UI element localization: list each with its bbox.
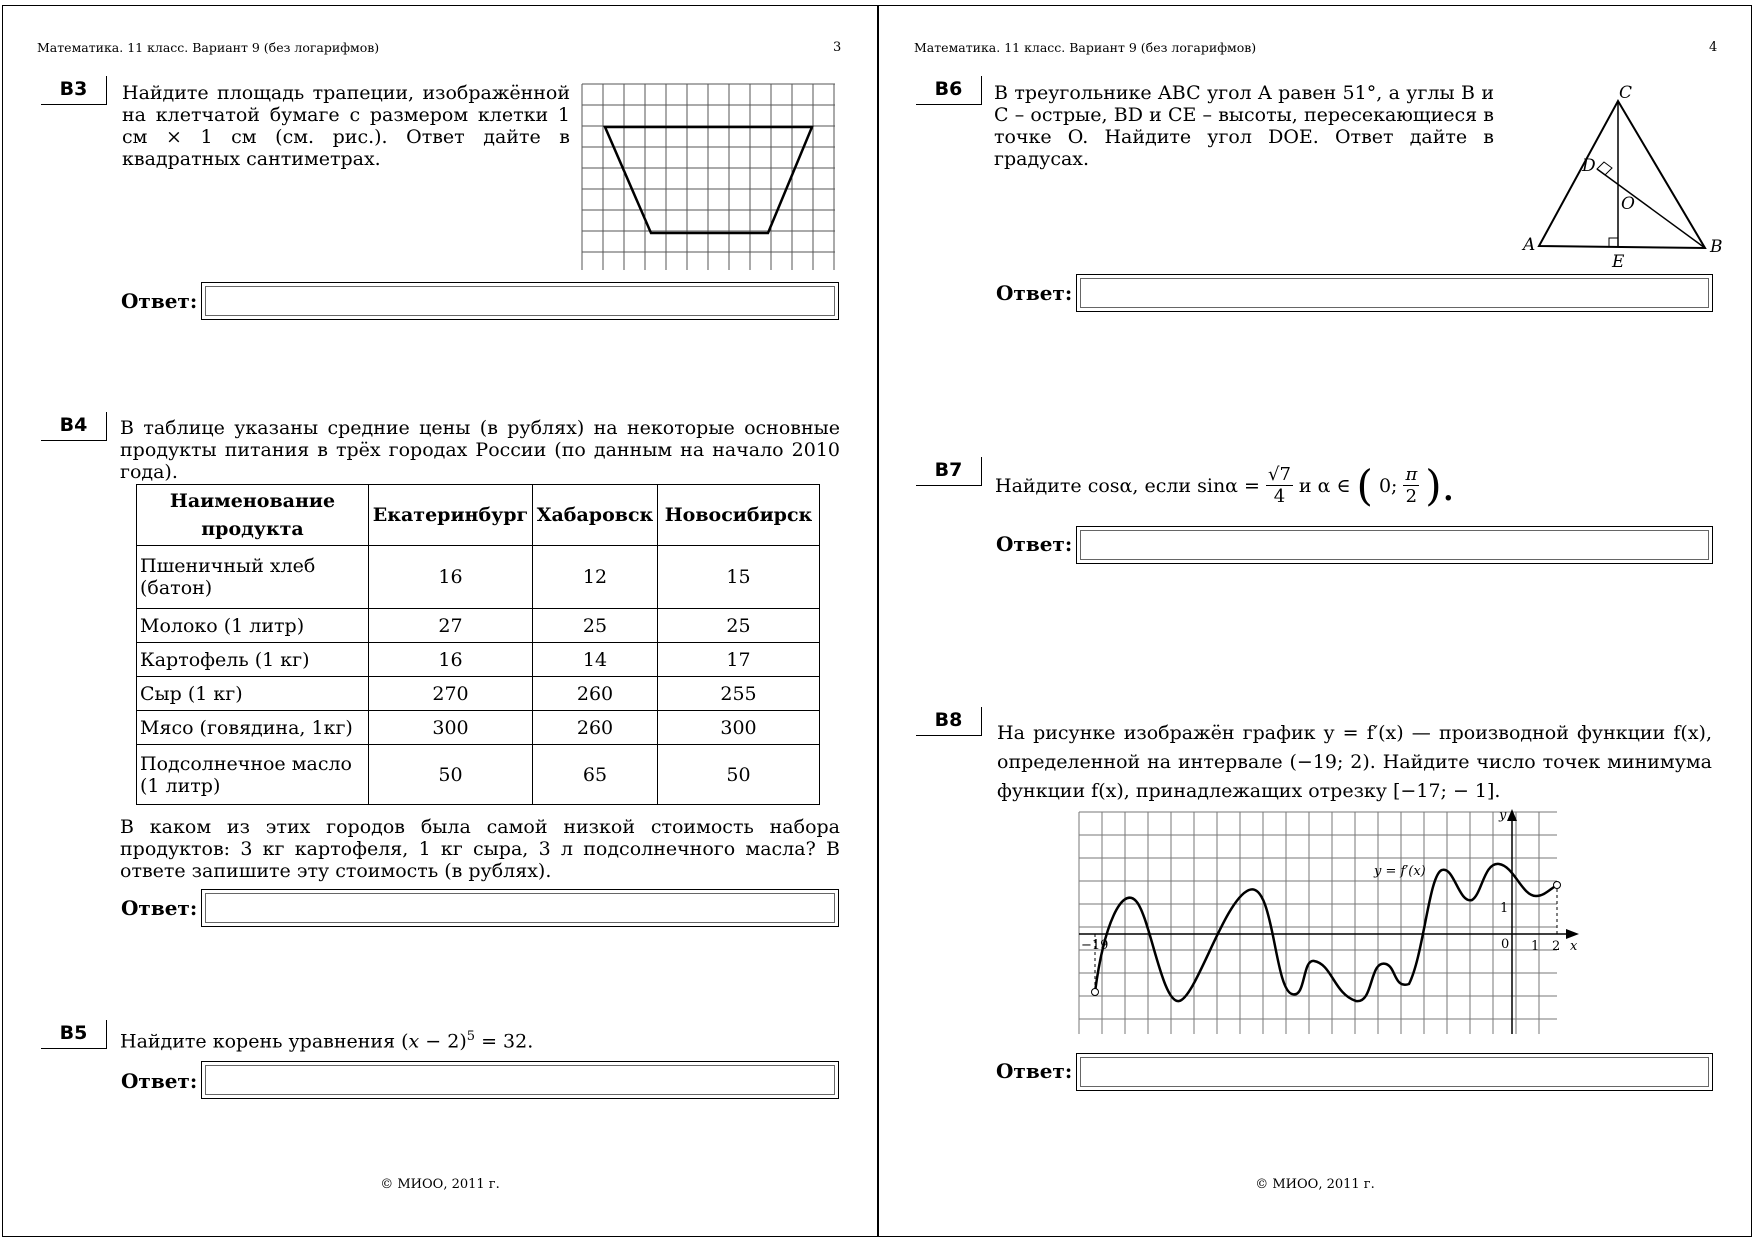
- cell-value: 14: [533, 643, 658, 677]
- col-header-nsk: Новосибирск: [658, 485, 820, 546]
- answer-field-b6[interactable]: [1076, 274, 1713, 312]
- price-table: [136, 484, 820, 805]
- triangle-abc: [1539, 101, 1705, 248]
- b5-text-before: Найдите корень уравнения (: [120, 1030, 409, 1053]
- right-angle-e: [1609, 238, 1618, 247]
- page-header: Математика. 11 класс. Вариант 9 (без логарифмов): [914, 40, 1257, 55]
- fraction-sqrt7-over-4: [1266, 464, 1293, 507]
- graph-label: y = f′(x): [1374, 864, 1426, 879]
- trapezoid-grid-figure: [579, 81, 839, 274]
- cell-product: Сыр (1 кг): [137, 677, 369, 711]
- right-angle-d: [1597, 162, 1612, 175]
- page-footer: © МИОО, 2011 г.: [380, 1177, 500, 1192]
- x-axis-label: x: [1570, 939, 1578, 954]
- cell-value: 255: [658, 677, 820, 711]
- table-row: [137, 643, 820, 677]
- b5-text-after: = 32.: [475, 1030, 534, 1053]
- b5-exponent: 5: [466, 1029, 476, 1044]
- grid: [582, 84, 835, 270]
- col-header-khb: Хабаровск: [533, 485, 658, 546]
- task-b4-question: В каком из этих городов была самой низкой стоимость набора продуктов: 3 кг картофеля, 1 кг сыра, 3 л подсолнечного масла? В ответе запишите эту стоимость (в рублях).: [120, 816, 840, 882]
- table-row: [137, 711, 820, 745]
- page-right: [878, 5, 1752, 1237]
- point-d-label: D: [1582, 156, 1596, 176]
- point-c-label: C: [1619, 83, 1633, 103]
- answer-field-b3[interactable]: [201, 282, 839, 320]
- answer-label: Ответ:: [121, 1069, 198, 1093]
- table-row: [137, 677, 820, 711]
- page-number: 3: [833, 40, 842, 55]
- point-b-label: B: [1710, 237, 1723, 257]
- b5-text-mid: − 2): [419, 1030, 467, 1053]
- task-b3-text: Найдите площадь трапеции, изображённой на клетчатой бумаге с размером клетки 1 см × 1 см (см. рис.). Ответ дайте в квадратных сантиметрах.: [122, 82, 570, 170]
- answer-label: Ответ:: [121, 896, 198, 920]
- task-b7-text: [995, 460, 1456, 510]
- tick-label-0: 0: [1501, 937, 1510, 952]
- task-b5-text: [120, 1026, 840, 1052]
- point-o-label: O: [1621, 194, 1635, 214]
- graph-grid: [1079, 812, 1557, 1034]
- open-point-right: [1554, 882, 1561, 889]
- cell-product: Картофель (1 кг): [137, 643, 369, 677]
- task-b6-text: В треугольнике ABC угол A равен 51°, а углы B и C – острые, BD и CE – высоты, пересекающиеся в точке O. Найдите угол DOE. Ответ дайте в градусах.: [994, 82, 1494, 170]
- point-e-label: E: [1612, 252, 1625, 272]
- b7-mid: и α ∈: [1298, 474, 1351, 497]
- open-point-left: [1092, 989, 1099, 996]
- fraction-numerator: π: [1405, 464, 1418, 485]
- cell-value: 50: [658, 745, 820, 805]
- b7-prefix: Найдите cosα, если sinα =: [995, 474, 1260, 497]
- page-left: [2, 5, 878, 1237]
- b5-variable: x: [408, 1030, 420, 1053]
- cell-value: 25: [658, 609, 820, 643]
- task-label-b8: B8: [916, 707, 982, 736]
- fraction-denominator: 2: [1405, 486, 1418, 507]
- point-a-label: A: [1523, 235, 1536, 255]
- cell-value: 27: [369, 609, 533, 643]
- cell-value: 260: [533, 677, 658, 711]
- cell-value: 260: [533, 711, 658, 745]
- cell-product: Пшеничный хлеб (батон): [137, 546, 369, 609]
- answer-field-b4[interactable]: [201, 889, 839, 927]
- table-row: [137, 745, 820, 805]
- cell-value: 16: [369, 546, 533, 609]
- col-header-ekb: Екатеринбург: [369, 485, 533, 546]
- cell-value: 300: [369, 711, 533, 745]
- triangle-figure: [1499, 81, 1749, 281]
- cell-value: 15: [658, 546, 820, 609]
- page-footer: © МИОО, 2011 г.: [1255, 1177, 1375, 1192]
- answer-label: Ответ:: [996, 1059, 1073, 1083]
- task-label-b7: B7: [916, 457, 982, 486]
- cell-product: Мясо (говядина, 1кг): [137, 711, 369, 745]
- cell-value: 270: [369, 677, 533, 711]
- derivative-curve: [1095, 864, 1557, 1001]
- page-number: 4: [1709, 40, 1718, 55]
- cell-value: 50: [369, 745, 533, 805]
- answer-label: Ответ:: [121, 289, 198, 313]
- task-b8-text: На рисунке изображён график y = f′(x) — производной функции f(x), определенной на интервале (−19; 2). Найдите число точек минимума функции f(x), принадлежащих отрезку [−17; − 1].: [997, 722, 1712, 802]
- task-b4-intro: В таблице указаны средние цены (в рублях) на некоторые основные продукты питания в трёх городах России (по данным на начало 2010 года).: [120, 417, 840, 483]
- cell-product: Подсолнечное масло (1 литр): [137, 745, 369, 805]
- interval-left: 0;: [1378, 474, 1398, 497]
- x-axis-arrow: [1566, 929, 1579, 939]
- tick-label-minus-19: −19: [1081, 938, 1109, 953]
- table-row: [137, 546, 820, 609]
- task-label-b3: B3: [41, 76, 107, 105]
- answer-field-b8[interactable]: [1076, 1053, 1713, 1091]
- y-axis-label: y: [1499, 808, 1507, 823]
- fraction-denominator: 4: [1273, 486, 1286, 507]
- cell-product: Молоко (1 литр): [137, 609, 369, 643]
- answer-label: Ответ:: [996, 532, 1073, 556]
- paren-right: ).: [1425, 460, 1456, 510]
- cell-value: 25: [533, 609, 658, 643]
- fraction-pi-over-2: [1403, 464, 1419, 507]
- task-label-b4: B4: [41, 412, 107, 441]
- tick-label-y-1: 1: [1500, 901, 1509, 916]
- answer-label: Ответ:: [996, 281, 1073, 305]
- tick-label-2: 2: [1552, 939, 1561, 954]
- page-header: Математика. 11 класс. Вариант 9 (без логарифмов): [37, 40, 380, 55]
- task-label-b5: B5: [41, 1020, 107, 1049]
- paren-left: (: [1356, 460, 1373, 510]
- cell-value: 12: [533, 546, 658, 609]
- derivative-graph: [1074, 804, 1594, 1044]
- table-row: [137, 609, 820, 643]
- altitude-bd: [1597, 169, 1705, 248]
- cell-value: 16: [369, 643, 533, 677]
- fraction-numerator: √7: [1267, 464, 1291, 485]
- cell-value: 17: [658, 643, 820, 677]
- col-header-product: Наименование продукта: [137, 485, 369, 546]
- tick-label-1: 1: [1531, 939, 1540, 954]
- cell-value: 300: [658, 711, 820, 745]
- cell-value: 65: [533, 745, 658, 805]
- answer-field-b5[interactable]: [201, 1061, 839, 1099]
- answer-field-b7[interactable]: [1076, 526, 1713, 564]
- task-label-b6: B6: [916, 76, 982, 105]
